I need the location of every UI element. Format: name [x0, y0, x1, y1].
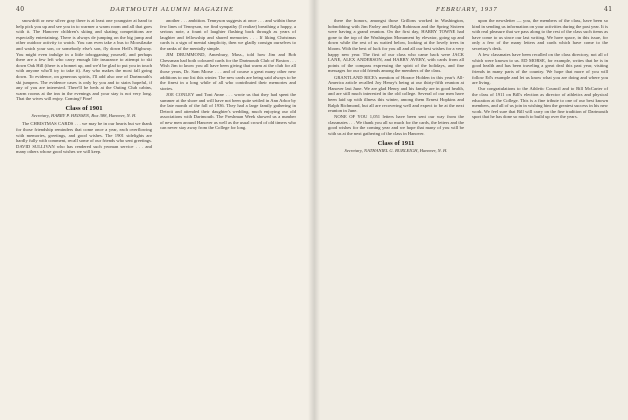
- class-heading: Class of 1901: [65, 104, 103, 112]
- article-paragraph: there the honors, amongst those Grillons worked in Washington, hobnobbing with Jim Farley and Ralph Robinson and the Spring Sixteen were having a grand reunion. On the first day, HARRY TOWNE had gone to the top of the Washington Monument by elevator, going up and down while the rest of us waited below, looking at the lovely trees in bloom. With the best of luck for you all and all our best wishes for a very happy new year. The first of our class who came back were JACK LANE, ALEX ANDERSON, and HARRY AVERY, with cards from all points of the compass expressing the spirit of the holidays, and fine messages for our old friends among the members of the class.: [328, 18, 464, 74]
- class-secretary: Secretary, HARRY P. HEISSEN, Box 388, Hanover, N. H.: [31, 112, 137, 118]
- column-1: [16, 18, 152, 155]
- article-paragraph: NONE OF YOU 1,051 letters have been sent our way from the classmates . . . We thank you all so much for the cards, the letters and the good wishes for the coming year and we hope that many of you will be with us at the next gathering of the class in Hanover.: [328, 114, 464, 137]
- article-paragraph: The CHRISTMAS CARDS . . . we may be in our hearts but we thank for those friendship reminders that come once a year, each overflowing with memories, greetings, and good wishes. The 1901 sidelights are hardly fully with comment, recall some of our friends who sent greetings. DAVID SULLIVAN who has rendered such yeoman service . . . and many others whose good wishes we will keep.: [16, 121, 152, 155]
- article-paragraph: GRANTLAND RICE's mention of Horace Holden in this year's All-America article recalled Joy Henry's being at our thirty-fifth reunion at Hanover last June. We are glad Henry and his family are in good health, and are still much interested in the old college. Several of our men have been laid up with illness this winter, among them Ernest Hopkins and Ralph Richmond, but all are recovering well and expect to be at the next reunion in June.: [328, 74, 464, 114]
- article-paragraph: snowdrift or new silver gray there is at least one youngster at hand to help pick you up and see you in to warmer a warm room and all that goes with it. The Hanover children's skiing and skating competitions are especially entertaining. There is always de jumping on the big jump and other outdoor activity to watch. You can even take a bus to Moosilauke and watch your son, or somebody else's son, fly down Hell's Highway. You might even indulge in a little tobogganing yourself, and perhaps there are a few left who carry enough life insurance to attempt to ski down Oak Hill (there is a bonnet up, and we'd be glad to put you in touch with anyone who'll try to take it). Any who makes the most fall going down. To evidence, on generous spirits, I'll add also one of Dartmouth's ski jumpers. The evidence cases is only by you and to stairs hopeful, if any of you are interested. There'll be beds at the Outing Club cabins, warm rooms at the inn in the evenings and your stay is not very long. That the wives will enjoy. Coming? Fine!: [16, 18, 152, 102]
- running-title-right: FEBRUARY, 1937: [436, 6, 498, 13]
- article-paragraph: Our congratulations to the Athletic Council and to Bill McCarter of the class of 1911 on Bill's election as director of athletics and physical education at the College. This is a fine tribute to one of our best known members, and all of us join in wishing him the greatest success in his new work. We feel sure that Bill will carry on the fine tradition of Dartmouth sport that he has done so much to build up over the years.: [472, 86, 608, 120]
- class-heading: Class of 1911: [377, 139, 415, 147]
- right-page-columns: [328, 18, 608, 156]
- article-paragraph: A few classmates have been recalled on the class directory, not all of which were known to us. ED MORSE, for example, writes that he is in good health and has been traveling a great deal this past year, visiting friends in many parts of the country. We hope that more of you will follow Ed's example and let us know what you are doing and where you are living.: [472, 52, 608, 86]
- binding-gutter: [308, 0, 320, 420]
- column-2: [160, 18, 296, 155]
- left-page-columns: [16, 18, 296, 155]
- page-number-right: 41: [604, 6, 613, 13]
- article-paragraph: JOE CONLEY and Toni Anne . . . wrote us that they had spent the summer at the shore and will have not been quite settled in Ann Arbor by the late month of the fall of 1936. They had a large family gathering in Detroit and attended their daughter's wedding, much enjoying our old associations with Dartmouth. The Freshman Week showed us a number of new men around Hanover as well as the usual crowd of old timers who can never stay away from the College for long.: [160, 91, 296, 131]
- class-secretary: Secretary, NATHANIEL G. BURLEIGH, Hanover, N. H.: [344, 147, 448, 153]
- page-number-left: 40: [16, 6, 25, 13]
- column-4: [472, 18, 608, 156]
- article-paragraph: another . . . ambition. Tennyson suggests at once . . . and within those few lines of Tennyson, we find sympathy (I realize) breathing a happy, a serious note, a fount of laughter flashing back through as years of laughter and fellowship and shared memories . . . If liking Christmas cards is a sign of mental simplicity, then we gladly consign ourselves to the ranks of the mentally simple.: [160, 18, 296, 51]
- running-title-left: DARTMOUTH ALUMNI MAGAZINE: [110, 6, 234, 13]
- article-paragraph: upon the newsletter — you, the members of the class, have been so kind in sending us information on your activities during the past year. It is with real pleasure that we pass along to the rest of the class such items as have come to us since our last writing. We have space, in this issue, for only a few of the many letters and cards which have come to the secretary's desk.: [472, 18, 609, 51]
- right-page: [314, 0, 628, 420]
- column-3: [328, 18, 464, 156]
- article-paragraph: JIM DRUMMOND, Amesbury, Mass., told how Jim and Bob Chessman had both coloured cards for the Dartmouth Club of Boston . . . Wish Jim to know you all have been giving that warm at the club for all those years, Dr. Sam Morse . . . and of course a great many other new additions to our list this winter. The new cards are being said always to be the finest in a long while of all who contributed their memories and stories.: [160, 52, 296, 91]
